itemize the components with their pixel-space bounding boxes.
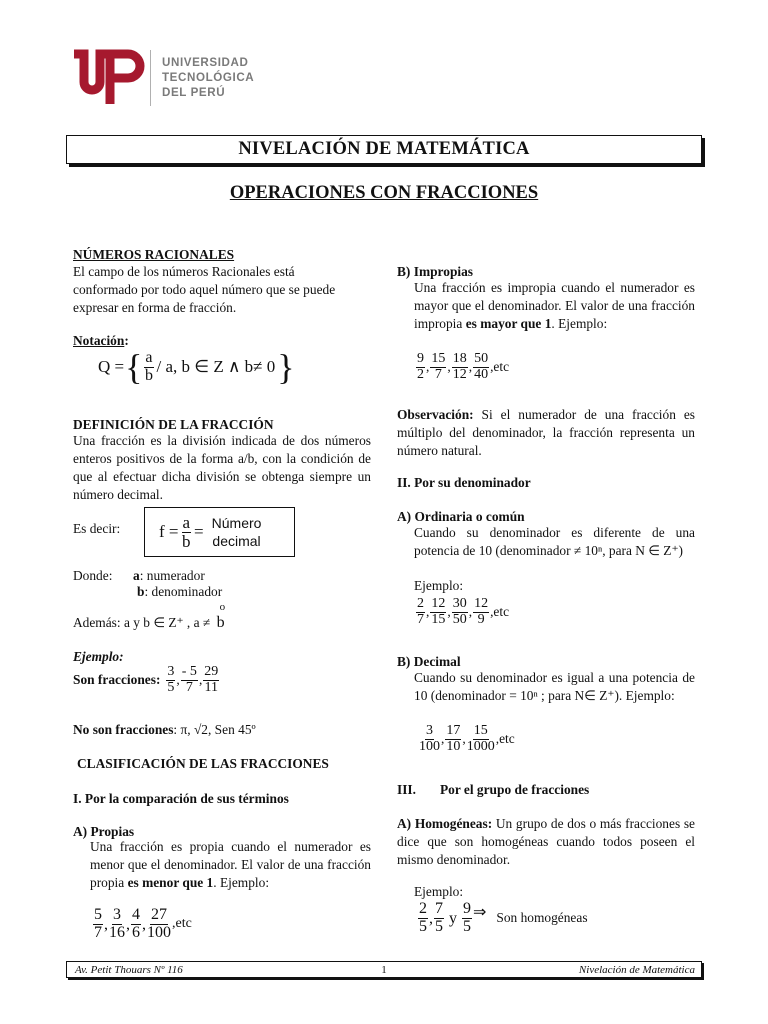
observacion-text: Observación: Si el numerador de una fracción es múltiplo del denominador, la fracción representa un número natural. (397, 407, 695, 459)
ordinaria-title: A) Ordinaria o común (397, 509, 525, 524)
son-fracciones-row: Son fracciones: $\frac{3}{5}$ , $\frac{- 5}{7}$ , $\frac{29}{11}$ (73, 664, 219, 695)
footer-address: Av. Petit Thouars Nº 116 (75, 964, 183, 976)
implies-arrow-icon: ⇒ (473, 903, 487, 921)
homogeneas-text: A) Homogéneas: Un grupo de dos o más fracciones se dice que son homogéneas cuando todos poseen el mismo denominador. (397, 816, 695, 868)
definition-box: f = $\frac{a}{b}$ = Número decimal (144, 507, 295, 557)
footer-page-number: 1 (381, 964, 387, 976)
clasificacion-title: CLASIFICACIÓN DE LAS FRACCIONES (77, 756, 329, 771)
section-text-definicion: Una fracción es la división indicada de dos números enteros positivos de la forma a/b, con la condición de que al efectuar dicha división se obtenga siempre un número decimal. (73, 433, 371, 503)
notacion-label: Notación: (73, 333, 129, 348)
impropias-examples: $\frac{9}{2}$ , $\frac{15}{7}$ , $\frac{18}{12}$ , $\frac{50}{40}$ ,etc (417, 351, 510, 382)
notacion-formula: Q = { $\frac{a}{b}$ / a, b ∈ Z ∧ b≠ 0 } (98, 347, 295, 387)
section-III-title: III. Por el grupo de fracciones (397, 782, 590, 797)
logo-separator (150, 50, 151, 106)
notacion-fraction: $\frac{a}{b}$ (144, 348, 153, 384)
decimal-text: Cuando su denominador es igual a una potencia de 10 (denominador = 10ⁿ ; para N∈ Z⁺). Ejemplo: (414, 670, 695, 704)
utp-logo (70, 48, 150, 110)
logo-wordmark: UNIVERSIDAD TECNOLÓGICA DEL PERÚ (162, 56, 255, 99)
ejemplo-label: Ejemplo: (73, 649, 124, 664)
section-title-numeros-racionales: NÚMEROS RACIONALES (73, 247, 235, 262)
homogeneas-ejemplo-label: Ejemplo: (414, 884, 464, 899)
footer-course: Nivelación de Matemática (578, 964, 695, 976)
homogeneas-examples: $\frac{2}{5}$ , $\frac{7}{5}$ y $\frac{9}{5}$ ⇒ Son homogéneas (419, 900, 588, 935)
impropias-title: B) Impropias (397, 264, 474, 279)
page-subtitle: OPERACIONES CON FRACCIONES (229, 183, 539, 203)
ordinaria-examples: $\frac{2}{7}$ , $\frac{12}{15}$ , $\frac{30}{50}$ , $\frac{12}{9}$ ,etc (417, 596, 510, 627)
page-footer (66, 961, 702, 978)
es-decir-label: Es decir: (73, 521, 121, 536)
section-text-numeros-racionales: El campo de los números Racionales está conformado por todo aquel número que se puede expresar en forma de fracción. (73, 264, 336, 316)
section-II-title: II. Por su denominador (397, 475, 531, 490)
propias-title: A) Propias (73, 824, 135, 839)
decimal-title: B) Decimal (397, 654, 461, 669)
ordinaria-text: Cuando su denominador es diferente de una potencia de 10 (denominador ≠ 10ⁿ, para N ∈ Z⁺) (414, 525, 695, 559)
donde-a: a: numerador (133, 568, 205, 583)
donde-label: Donde: (73, 568, 113, 583)
page-title: NIVELACIÓN DE MATEMÁTICA (238, 139, 530, 160)
ordinaria-ejemplo-label: Ejemplo: (414, 578, 464, 593)
impropias-text: Una fracción es impropia cuando el numerador es mayor que el denominador. El valor de una fracción impropia es mayor que 1. Ejemplo: (414, 280, 695, 332)
section-title-definicion: DEFINICIÓN DE LA FRACCIÓN (73, 417, 274, 432)
propias-text: Una fracción es propia cuando el numerador es menor que el denominador. El valor de una fracción propia es menor que 1. Ejemplo: (90, 839, 371, 891)
propias-examples: $\frac{5}{7}$ , $\frac{3}{16}$ , $\frac{4}{6}$ , $\frac{27}{100}$ ,etc (94, 906, 192, 941)
decimal-examples: $\frac{3}{100}$ , $\frac{17}{10}$ , $\frac{15}{1000}$ ,etc (419, 723, 515, 754)
title-box (66, 135, 702, 164)
ademas-text: Además: a y b ∈ Z⁺ , a ≠ o b (73, 601, 226, 631)
section-I-title: I. Por la comparación de sus términos (73, 791, 289, 806)
donde-b: b: denominador (137, 584, 223, 599)
no-son-fracciones: No son fracciones: π, √2, Sen 45º (73, 722, 256, 737)
